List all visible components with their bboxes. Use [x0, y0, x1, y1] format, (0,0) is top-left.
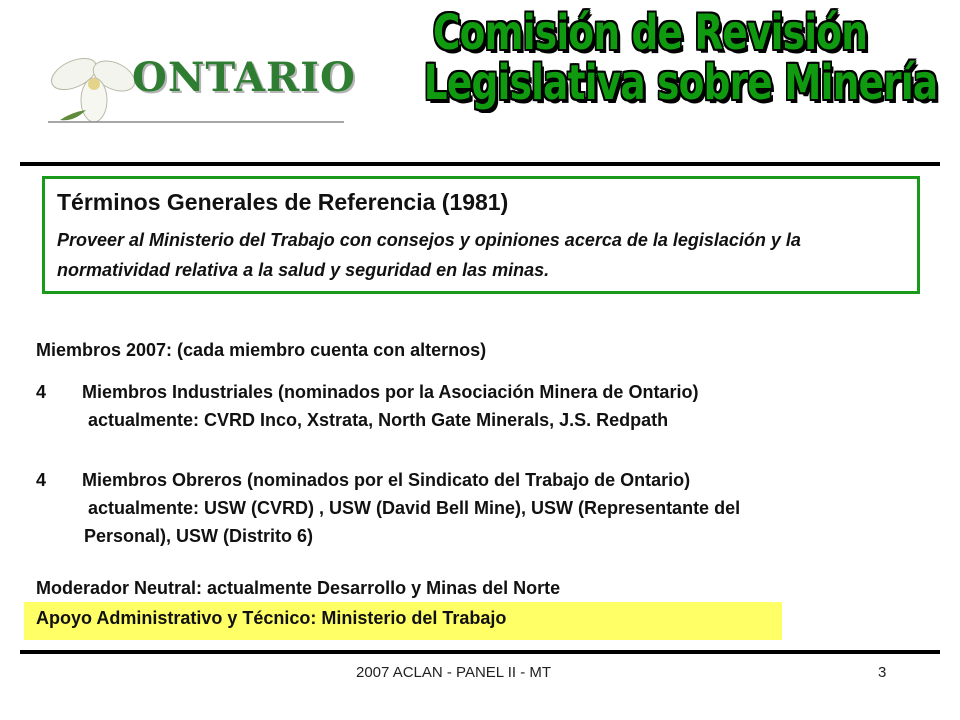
- page-title: [360, 5, 940, 111]
- workers-current-line-1: actualmente: USW (CVRD) , USW (David Bell Mine), USW (Representante del: [88, 498, 741, 518]
- ontario-logo: [48, 40, 356, 128]
- footer-text: 2007 ACLAN - PANEL II - MT: [356, 664, 552, 681]
- terms-of-reference-box: [42, 176, 920, 294]
- terms-heading: Términos Generales de Referencia (1981): [57, 189, 509, 215]
- title-line-1: Comisión de Revisión: [432, 5, 868, 61]
- industrial-members-line: [36, 382, 698, 403]
- ontario-wordmark: ONTARIO: [132, 54, 356, 101]
- worker-members-line: [36, 470, 690, 491]
- industrial-count: 4: [36, 382, 47, 402]
- moderator-line: Moderador Neutral: actualmente Desarrollo y Minas del Norte: [36, 578, 561, 598]
- page-number: 3: [878, 664, 887, 681]
- bottom-divider: [20, 650, 940, 654]
- workers-label: Miembros Obreros (nominados por el Sindicato del Trabajo de Ontario): [82, 470, 691, 490]
- workers-current-line-2: Personal), USW (Distrito 6): [84, 526, 314, 546]
- members-heading: Miembros 2007: (cada miembro cuenta con alternos): [36, 340, 487, 360]
- industrial-current: actualmente: CVRD Inco, Xstrata, North Gate Minerals, J.S. Redpath: [88, 410, 669, 430]
- industrial-label: Miembros Industriales (nominados por la Asociación Minera de Ontario): [82, 382, 699, 402]
- support-line: Apoyo Administrativo y Técnico: Ministerio del Trabajo: [36, 608, 507, 628]
- terms-body: Proveer al Ministerio del Trabajo con consejos y opiniones acerca de la legislación y la normatividad relativa a la salud y seguridad en las minas.: [57, 230, 801, 280]
- top-divider: [20, 162, 940, 166]
- title-line-2: Legislativa sobre Minería: [423, 55, 938, 111]
- workers-count: 4: [36, 470, 47, 490]
